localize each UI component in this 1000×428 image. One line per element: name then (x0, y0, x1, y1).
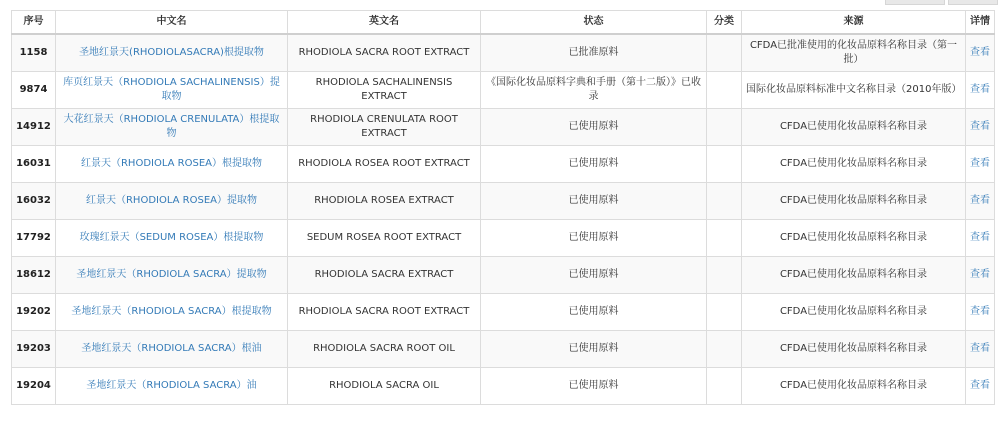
table-row (12, 72, 995, 109)
row-source: CFDA已使用化妆品原料名称目录 (742, 146, 966, 183)
table-row (12, 183, 995, 220)
table-row (12, 294, 995, 331)
view-detail-link[interactable]: 查看 (970, 343, 990, 354)
row-status: 已使用原料 (481, 109, 707, 146)
row-source: CFDA已使用化妆品原料名称目录 (742, 368, 966, 405)
col-header-source: 来源 (742, 11, 966, 35)
cn-name-link[interactable]: 圣地红景天（RHODIOLA SACRA）根油 (81, 343, 262, 354)
row-en-name: RHODIOLA ROSEA ROOT EXTRACT (288, 146, 481, 183)
row-status: 已批准原料 (481, 34, 707, 72)
row-detail-cell (966, 257, 995, 294)
table-row (12, 331, 995, 368)
row-category (707, 34, 742, 72)
row-category (707, 109, 742, 146)
cn-name-link[interactable]: 玫瑰红景天（SEDUM ROSEA）根提取物 (79, 232, 264, 243)
row-cn-name-cell (56, 257, 288, 294)
row-category (707, 257, 742, 294)
row-detail-cell (966, 368, 995, 405)
row-en-name: RHODIOLA ROSEA EXTRACT (288, 183, 481, 220)
row-en-name: RHODIOLA SACHALINENSIS EXTRACT (288, 72, 481, 109)
row-detail-cell (966, 220, 995, 257)
row-category (707, 368, 742, 405)
cn-name-link[interactable]: 库页红景天（RHODIOLA SACHALINENSIS）提取物 (63, 77, 280, 102)
row-detail-cell (966, 146, 995, 183)
cn-name-link[interactable]: 圣地红景天（RHODIOLA SACRA）油 (86, 380, 257, 391)
row-en-name: RHODIOLA CRENULATA ROOT EXTRACT (288, 109, 481, 146)
row-cn-name-cell (56, 183, 288, 220)
row-id: 16031 (12, 146, 56, 183)
table-row (12, 109, 995, 146)
row-id: 1158 (12, 34, 56, 72)
view-detail-link[interactable]: 查看 (970, 380, 990, 391)
row-cn-name-cell (56, 72, 288, 109)
row-status: 《国际化妆品原料字典和手册（第十二版）》已收录 (481, 72, 707, 109)
row-detail-cell (966, 72, 995, 109)
row-id: 19203 (12, 331, 56, 368)
view-detail-link[interactable]: 查看 (970, 195, 990, 206)
row-detail-cell (966, 109, 995, 146)
row-status: 已使用原料 (481, 183, 707, 220)
row-source: CFDA已使用化妆品原料名称目录 (742, 294, 966, 331)
row-en-name: RHODIOLA SACRA EXTRACT (288, 257, 481, 294)
row-detail-cell (966, 294, 995, 331)
col-header-status: 状态 (481, 11, 707, 35)
row-cn-name-cell (56, 368, 288, 405)
row-detail-cell (966, 34, 995, 72)
cn-name-link[interactable]: 红景天（RHODIOLA ROSEA）根提取物 (80, 158, 262, 169)
row-cn-name-cell (56, 109, 288, 146)
row-en-name: RHODIOLA SACRA ROOT EXTRACT (288, 34, 481, 72)
row-status: 已使用原料 (481, 257, 707, 294)
ingredient-table (11, 10, 995, 405)
row-id: 19202 (12, 294, 56, 331)
view-detail-link[interactable]: 查看 (970, 158, 990, 169)
row-source: CFDA已使用化妆品原料名称目录 (742, 220, 966, 257)
row-status: 已使用原料 (481, 331, 707, 368)
row-en-name: SEDUM ROSEA ROOT EXTRACT (288, 220, 481, 257)
col-header-cn-name: 中文名 (56, 11, 288, 35)
row-cn-name-cell (56, 34, 288, 72)
table-row (12, 257, 995, 294)
row-id: 14912 (12, 109, 56, 146)
view-detail-link[interactable]: 查看 (970, 47, 990, 58)
row-source: CFDA已使用化妆品原料名称目录 (742, 257, 966, 294)
table-row (12, 34, 995, 72)
row-id: 17792 (12, 220, 56, 257)
row-id: 18612 (12, 257, 56, 294)
row-category (707, 331, 742, 368)
row-source: CFDA已使用化妆品原料名称目录 (742, 183, 966, 220)
row-category (707, 183, 742, 220)
row-cn-name-cell (56, 146, 288, 183)
row-source: CFDA已使用化妆品原料名称目录 (742, 331, 966, 368)
view-detail-link[interactable]: 查看 (970, 84, 990, 95)
col-header-id: 序号 (12, 11, 56, 35)
row-source: CFDA已批准使用的化妆品原料名称目录（第一批） (742, 34, 966, 72)
row-category (707, 220, 742, 257)
top-button-1[interactable] (885, 0, 945, 5)
cn-name-link[interactable]: 圣地红景天（RHODIOLA SACRA）提取物 (76, 269, 267, 280)
col-header-en-name: 英文名 (288, 11, 481, 35)
view-detail-link[interactable]: 查看 (970, 121, 990, 132)
row-status: 已使用原料 (481, 146, 707, 183)
cn-name-link[interactable]: 大花红景天（RHODIOLA CRENULATA）根提取物 (63, 114, 280, 139)
table-row (12, 220, 995, 257)
table-row (12, 368, 995, 405)
row-detail-cell (966, 183, 995, 220)
row-status: 已使用原料 (481, 294, 707, 331)
row-id: 16032 (12, 183, 56, 220)
col-header-detail: 详情 (966, 11, 995, 35)
cn-name-link[interactable]: 红景天（RHODIOLA ROSEA）提取物 (85, 195, 257, 206)
row-en-name: RHODIOLA SACRA ROOT OIL (288, 331, 481, 368)
row-status: 已使用原料 (481, 368, 707, 405)
row-cn-name-cell (56, 331, 288, 368)
cn-name-link[interactable]: 圣地红景天（RHODIOLA SACRA）根提取物 (71, 306, 272, 317)
row-en-name: RHODIOLA SACRA ROOT EXTRACT (288, 294, 481, 331)
view-detail-link[interactable]: 查看 (970, 232, 990, 243)
row-category (707, 146, 742, 183)
table-row (12, 146, 995, 183)
table-header-row (12, 11, 995, 35)
row-detail-cell (966, 331, 995, 368)
row-category (707, 72, 742, 109)
row-cn-name-cell (56, 220, 288, 257)
row-cn-name-cell (56, 294, 288, 331)
row-id: 19204 (12, 368, 56, 405)
row-source: 国际化妆品原料标准中文名称目录（2010年版） (742, 72, 966, 109)
view-detail-link[interactable]: 查看 (970, 269, 990, 280)
top-button-2[interactable] (948, 0, 998, 5)
cn-name-link[interactable]: 圣地红景天(RHODIOLASACRA)根提取物 (79, 47, 264, 58)
view-detail-link[interactable]: 查看 (970, 306, 990, 317)
row-category (707, 294, 742, 331)
row-source: CFDA已使用化妆品原料名称目录 (742, 109, 966, 146)
row-id: 9874 (12, 72, 56, 109)
row-en-name: RHODIOLA SACRA OIL (288, 368, 481, 405)
row-status: 已使用原料 (481, 220, 707, 257)
col-header-category: 分类 (707, 11, 742, 35)
